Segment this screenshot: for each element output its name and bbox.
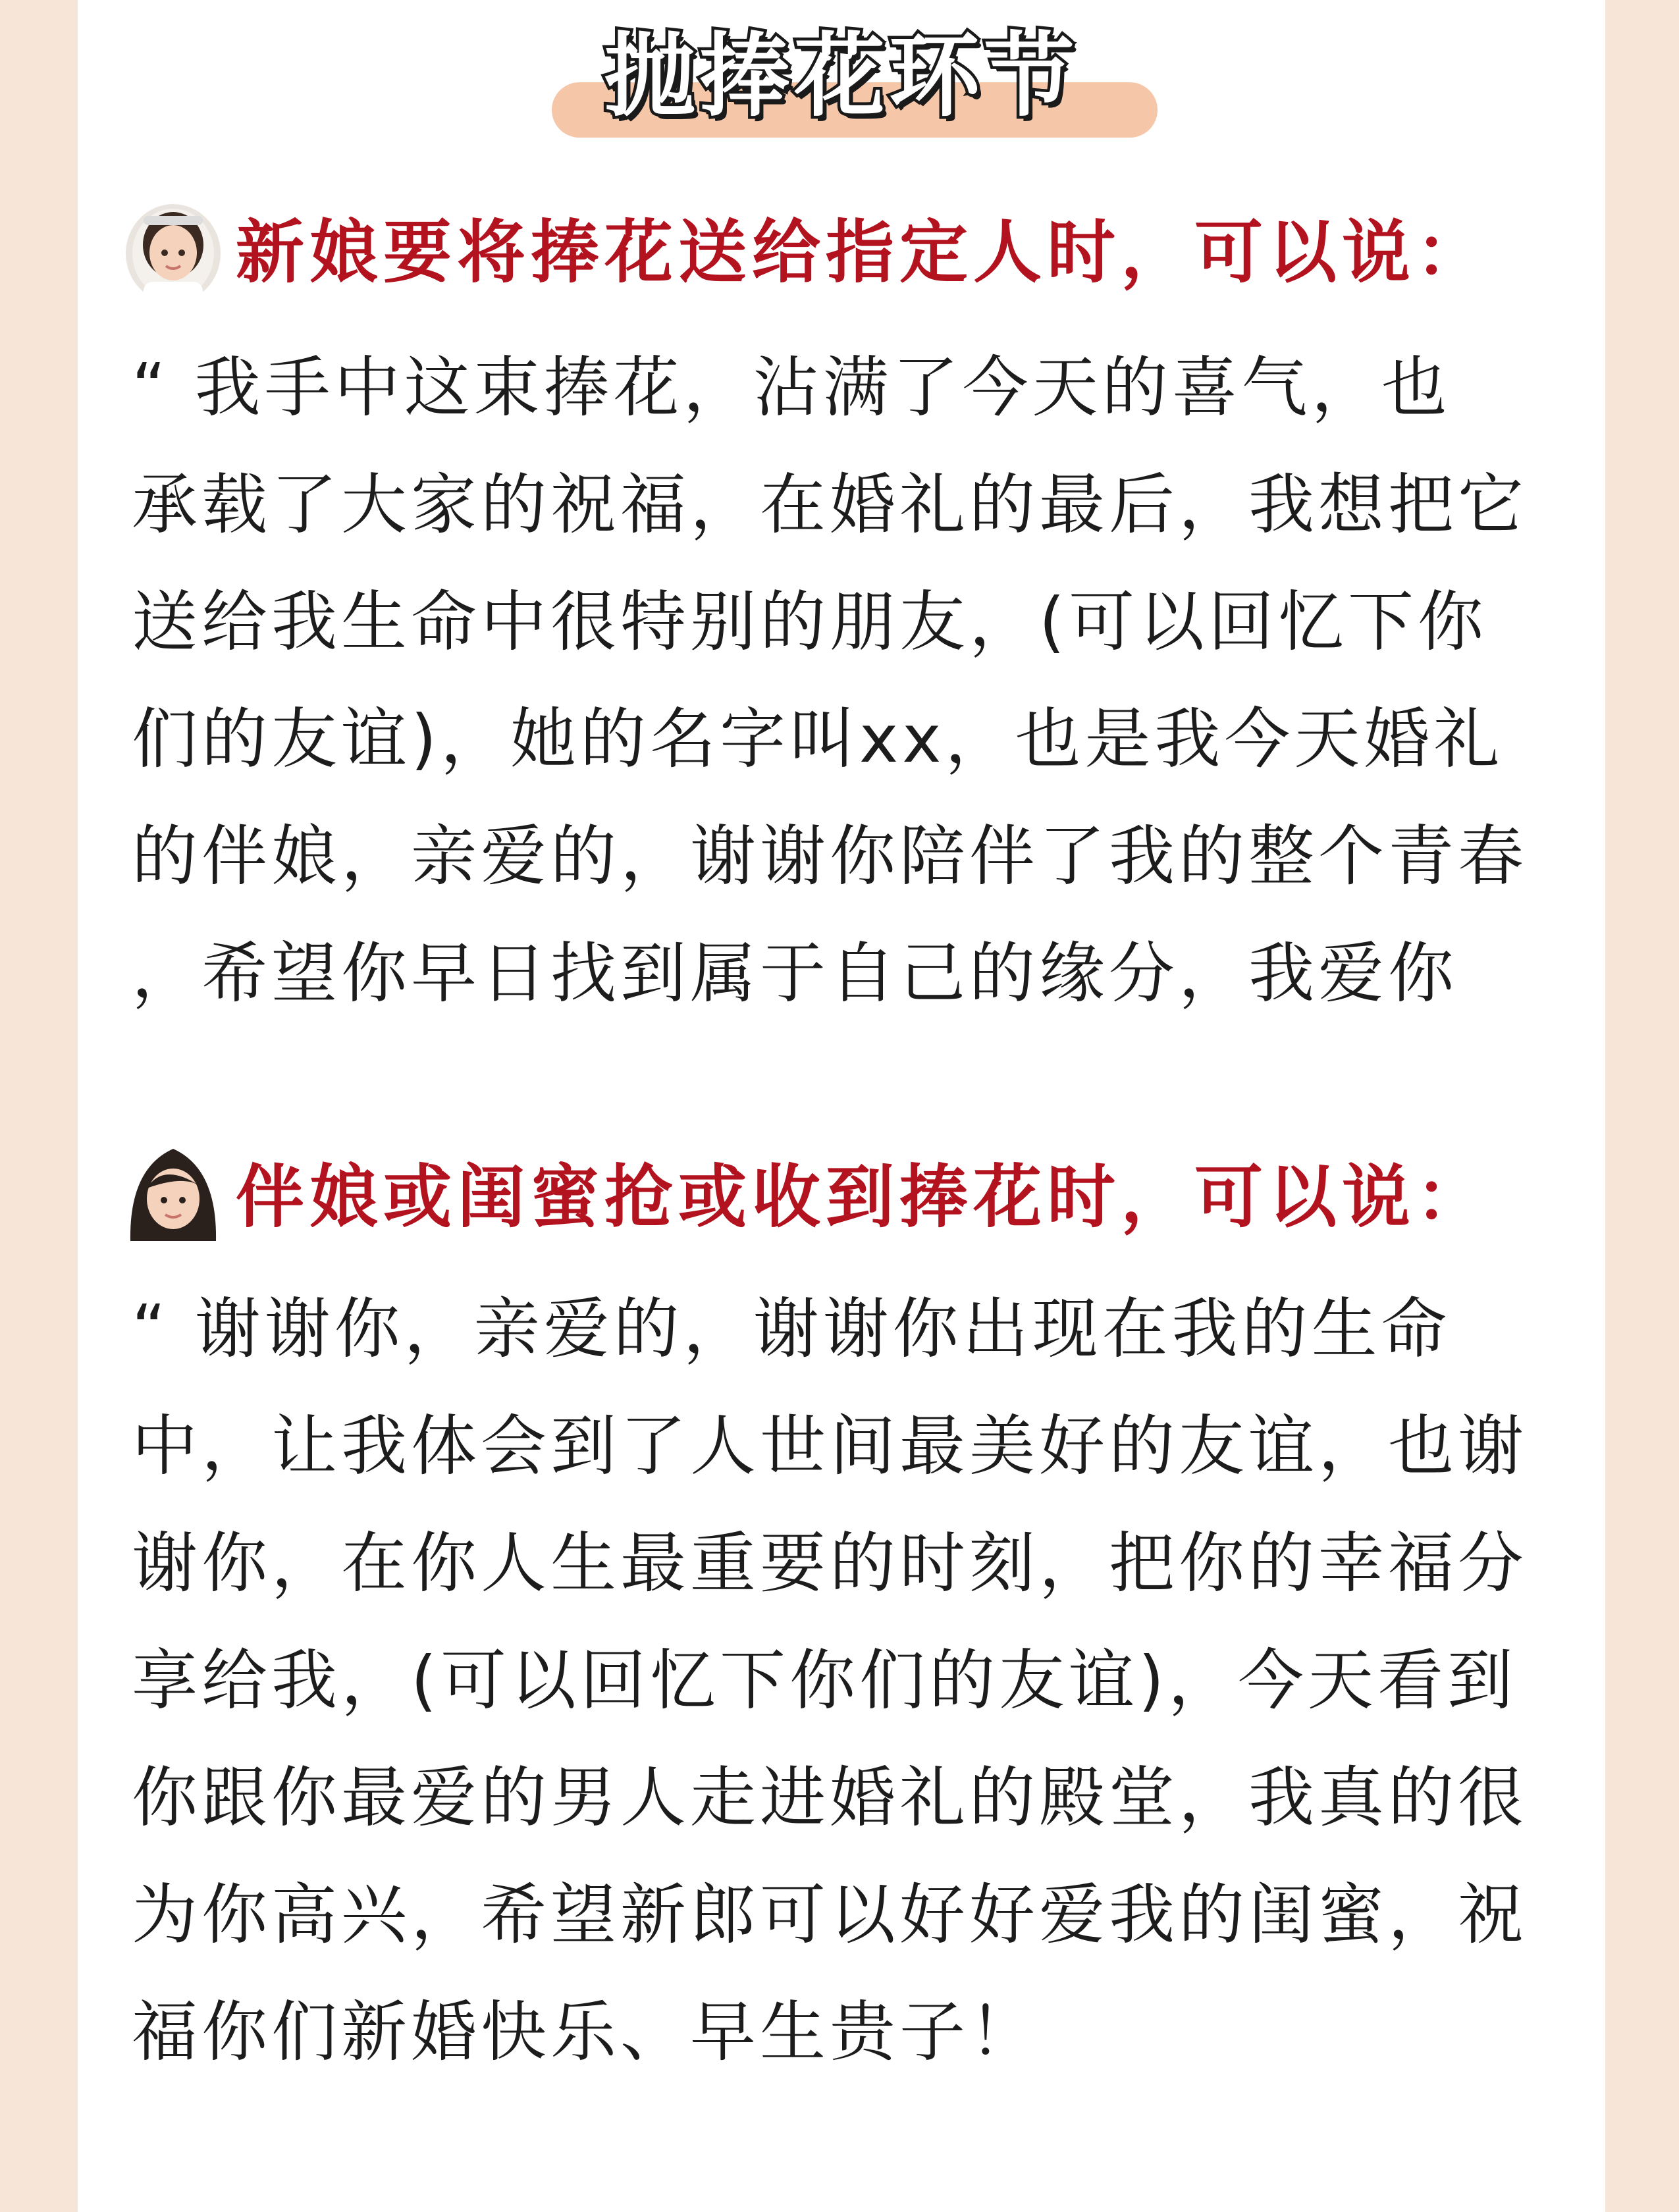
paragraph-line: 享给我，(可以回忆下你们的友谊)，今天看到 — [132, 1642, 1518, 1719]
paragraph-line: 谢你，在你人生最重要的时刻，把你的幸福分 — [132, 1525, 1528, 1602]
paragraph-line: 们的友谊)，她的名字叫xx，也是我今天婚礼 — [132, 700, 1504, 777]
title-banner — [78, 0, 1605, 151]
paragraph-line: 的伴娘，亲爱的，谢谢你陪伴了我的整个青春 — [132, 818, 1528, 895]
paragraph-line: 中，让我体会到了人世间最美好的友谊，也谢 — [132, 1408, 1528, 1485]
section-paragraph-bride — [132, 329, 1666, 1032]
page-title: 抛捧花环节 — [604, 23, 1079, 129]
paragraph-line: 为你高兴，希望新郎可以好好爱我的闺蜜，祝 — [132, 1876, 1528, 1953]
section-heading-bride — [124, 198, 1599, 309]
paragraph-line: 你跟你最爱的男人走进婚礼的殿堂，我真的很 — [132, 1759, 1528, 1836]
content-card — [78, 0, 1605, 2212]
paragraph-line: 送给我生命中很特别的朋友，(可以回忆下你 — [132, 583, 1488, 660]
section-heading-text: 伴娘或闺蜜抢或收到捧花时，可以说： — [236, 1157, 1490, 1237]
woman-long-hair-icon — [124, 1142, 223, 1248]
section-heading-bridesmaid — [124, 1142, 1599, 1254]
paragraph-line: “ 谢谢你，亲爱的，谢谢你出现在我的生命 — [132, 1290, 1451, 1367]
paragraph-line: “ 我手中这束捧花，沾满了今天的喜气，也 — [132, 349, 1451, 426]
paragraph-line: ，希望你早日找到属于自己的缘分，我爱你 — [132, 935, 1458, 1012]
section-paragraph-bridesmaid — [132, 1271, 1666, 2091]
paragraph-line: 福你们新婚快乐、早生贵子！ — [132, 1993, 1039, 2070]
paragraph-line: 承载了大家的祝福，在婚礼的最后，我想把它 — [132, 466, 1528, 543]
bride-with-veil-icon — [124, 198, 223, 303]
section-heading-text: 新娘要将捧花送给指定人时，可以说： — [236, 212, 1490, 292]
